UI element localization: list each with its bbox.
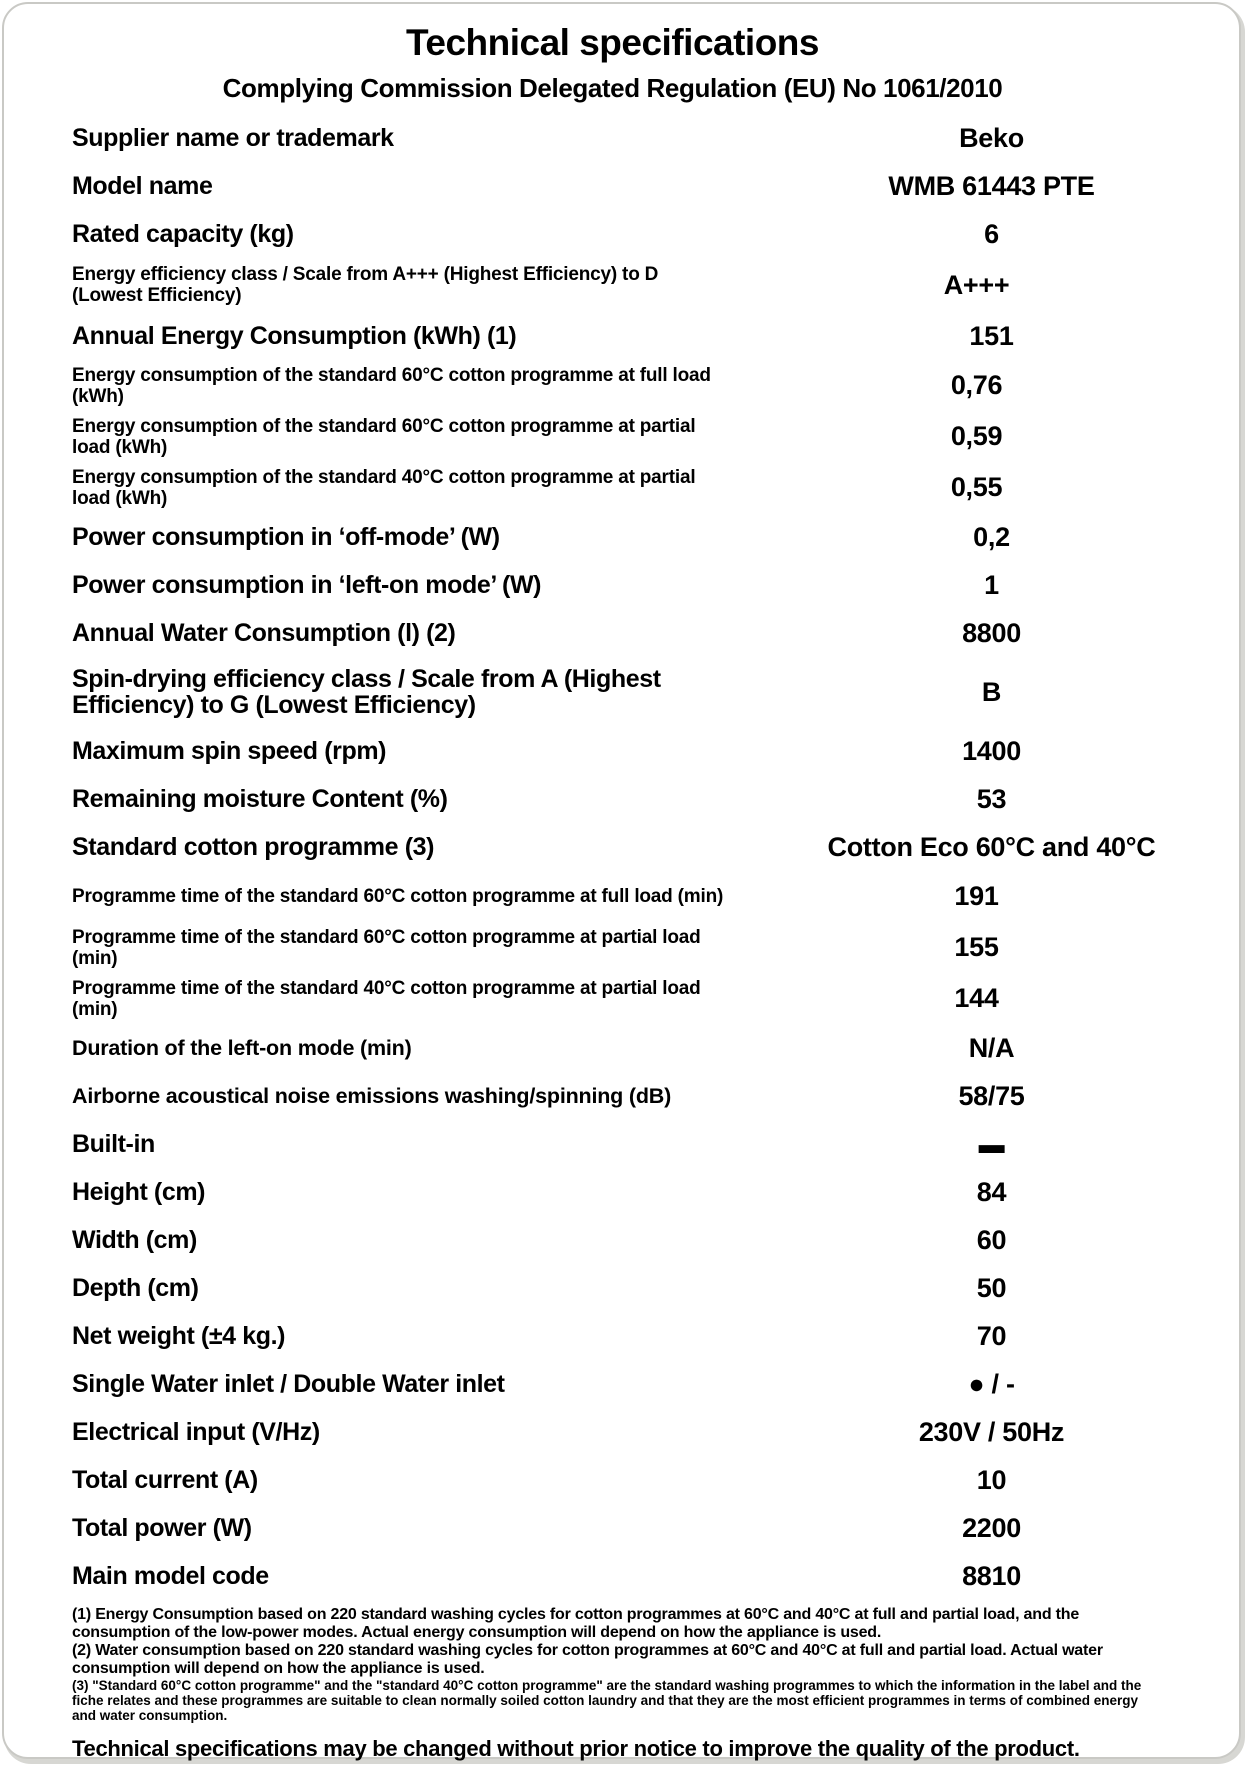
spec-value: 10 [976,1464,1007,1495]
spec-row-annual-energy [4,312,1239,360]
spec-label: Airborne acoustical noise emissions washing/spinning (dB) [72,1083,672,1108]
spec-label: Programme time of the standard 40°C cotton programme at partial load (min) [72,977,701,1020]
spec-label: Spin-drying efficiency class / Scale from A (Highest Efficiency) to G (Lowest Efficiency) [72,664,661,719]
spec-row-energy-60-partial [4,411,1239,462]
spec-row-power-left-on [4,561,1239,609]
spec-label: Total power (W) [72,1513,252,1542]
spec-label: Energy consumption of the standard 60°C cotton programme at partial load (kWh) [72,415,696,458]
spec-label: Energy consumption of the standard 40°C cotton programme at partial load (kWh) [72,466,696,509]
spec-label: Remaining moisture Content (%) [72,784,448,813]
spec-value: 0,59 [950,421,1003,451]
spec-value: 155 [954,932,999,962]
spec-value: Cotton Eco 60°C and 40°C [827,831,1156,862]
spec-value: 53 [976,783,1007,814]
spec-value: 8800 [962,617,1021,648]
spec-row-max-spin [4,727,1239,775]
spec-label: Width (cm) [72,1225,197,1254]
spec-value: 84 [976,1176,1007,1207]
spec-value: 2200 [962,1512,1021,1543]
spec-row-total-current [4,1456,1239,1504]
spec-label: Main model code [72,1561,269,1590]
spec-sheet [2,2,1241,1759]
spec-label: Supplier name or trademark [72,123,394,152]
spec-label: Model name [72,171,213,200]
spec-value-dash: ▬ [978,1129,1005,1159]
spec-row-time-60-full [4,871,1239,922]
spec-value: 230V / 50Hz [918,1416,1065,1447]
spec-label: Single Water inlet / Double Water inlet [72,1369,505,1398]
page-subtitle: Complying Commission Delegated Regulation (EU) No 1061/2010 [222,73,1003,103]
spec-row-annual-water [4,609,1239,657]
bottom-note: Technical specifications may be changed without prior notice to improve the quality of the product. [72,1736,1080,1761]
spec-row-time-60-partial [4,922,1239,973]
spec-table [4,114,1239,1600]
spec-row-water-inlet [4,1360,1239,1408]
spec-value: B [981,676,1002,707]
spec-value: 50 [976,1272,1007,1303]
spec-label: Total current (A) [72,1465,258,1494]
spec-label: Energy consumption of the standard 60°C cotton programme at full load (kWh) [72,364,711,407]
spec-row-energy-40-partial [4,462,1239,513]
spec-value: 60 [976,1224,1007,1255]
spec-row-net-weight [4,1312,1239,1360]
footnotes [72,1606,1162,1723]
spec-row-noise [4,1072,1239,1120]
spec-label: Built-in [72,1129,155,1158]
spec-label: Height (cm) [72,1177,206,1206]
spec-row-electrical-input [4,1408,1239,1456]
spec-label: Maximum spin speed (rpm) [72,736,387,765]
spec-label: Net weight (±4 kg.) [72,1321,286,1350]
spec-value: 0,2 [973,521,1010,552]
page-title: Technical specifications [406,22,819,63]
spec-label: Depth (cm) [72,1273,199,1302]
spec-label: Programme time of the standard 60°C cotton programme at full load (min) [72,886,724,907]
spec-label: Rated capacity (kg) [72,219,294,248]
footnote-1: (1) Energy Consumption based on 220 standard washing cycles for cotton programmes at 60°C and 40°C at full and partial load, and the consumption of the low-power modes. Actual energy consumption will depend on how the appliance is used. [72,1606,1080,1641]
spec-row-energy-60-full [4,360,1239,411]
footnote-2: (2) Water consumption based on 220 standard washing cycles for cotton programmes at 60°C and 40°C at full and partial load. Actual water consumption will depend on how the appliance is used. [72,1642,1103,1677]
spec-value: Beko [959,122,1024,153]
spec-row-time-40-partial [4,973,1239,1024]
spec-row-energy-class [4,258,1239,312]
spec-value: ● / - [968,1368,1015,1399]
spec-row-left-on-duration [4,1024,1239,1072]
spec-row-moisture [4,775,1239,823]
spec-value: 8810 [962,1560,1021,1591]
spec-label: Power consumption in ‘off-mode’ (W) [72,522,500,551]
spec-label: Power consumption in ‘left-on mode’ (W) [72,570,542,599]
spec-value: 6 [984,218,999,249]
spec-row-width [4,1216,1239,1264]
spec-value: 151 [969,320,1014,351]
spec-row-supplier [4,114,1239,162]
spec-value: 58/75 [958,1080,1025,1111]
spec-row-standard-programme [4,823,1239,871]
spec-row-power-off-mode [4,513,1239,561]
spec-row-height [4,1168,1239,1216]
spec-value: 1400 [962,735,1021,766]
spec-label: Annual Water Consumption (l) (2) [72,618,456,647]
spec-value: 144 [954,983,999,1013]
spec-label: Annual Energy Consumption (kWh) (1) [72,321,517,350]
spec-value: WMB 61443 PTE [888,170,1095,201]
spec-label: Duration of the left-on mode (min) [72,1035,412,1060]
spec-row-depth [4,1264,1239,1312]
footnote-3: (3) "Standard 60°C cotton programme" and the "standard 40°C cotton programme" are the standard washing programmes to which the information in the label and the fiche relates and these programmes are suitable to clean normally soiled cotton laundry and that they are the most efficient programmes in terms of combined energy and water consumption. [72,1678,1142,1723]
spec-value: A+++ [943,269,1010,300]
spec-row-rated-capacity [4,210,1239,258]
spec-value: N/A [968,1032,1015,1063]
spec-value: 0,76 [950,370,1003,400]
spec-label: Standard cotton programme (3) [72,832,435,861]
spec-row-total-power [4,1504,1239,1552]
spec-value: 191 [954,881,999,911]
spec-row-main-model-code [4,1552,1239,1600]
spec-row-model [4,162,1239,210]
spec-row-spin-class [4,657,1239,727]
spec-value: 1 [984,569,999,600]
spec-label: Programme time of the standard 60°C cotton programme at partial load (min) [72,926,701,969]
spec-label: Electrical input (V/Hz) [72,1417,320,1446]
spec-value: 0,55 [950,472,1003,502]
spec-row-built-in [4,1120,1239,1168]
spec-label: Energy efficiency class / Scale from A+++ (Highest Efficiency) to D (Lowest Efficiency) [72,264,659,306]
spec-value: 70 [976,1320,1007,1351]
